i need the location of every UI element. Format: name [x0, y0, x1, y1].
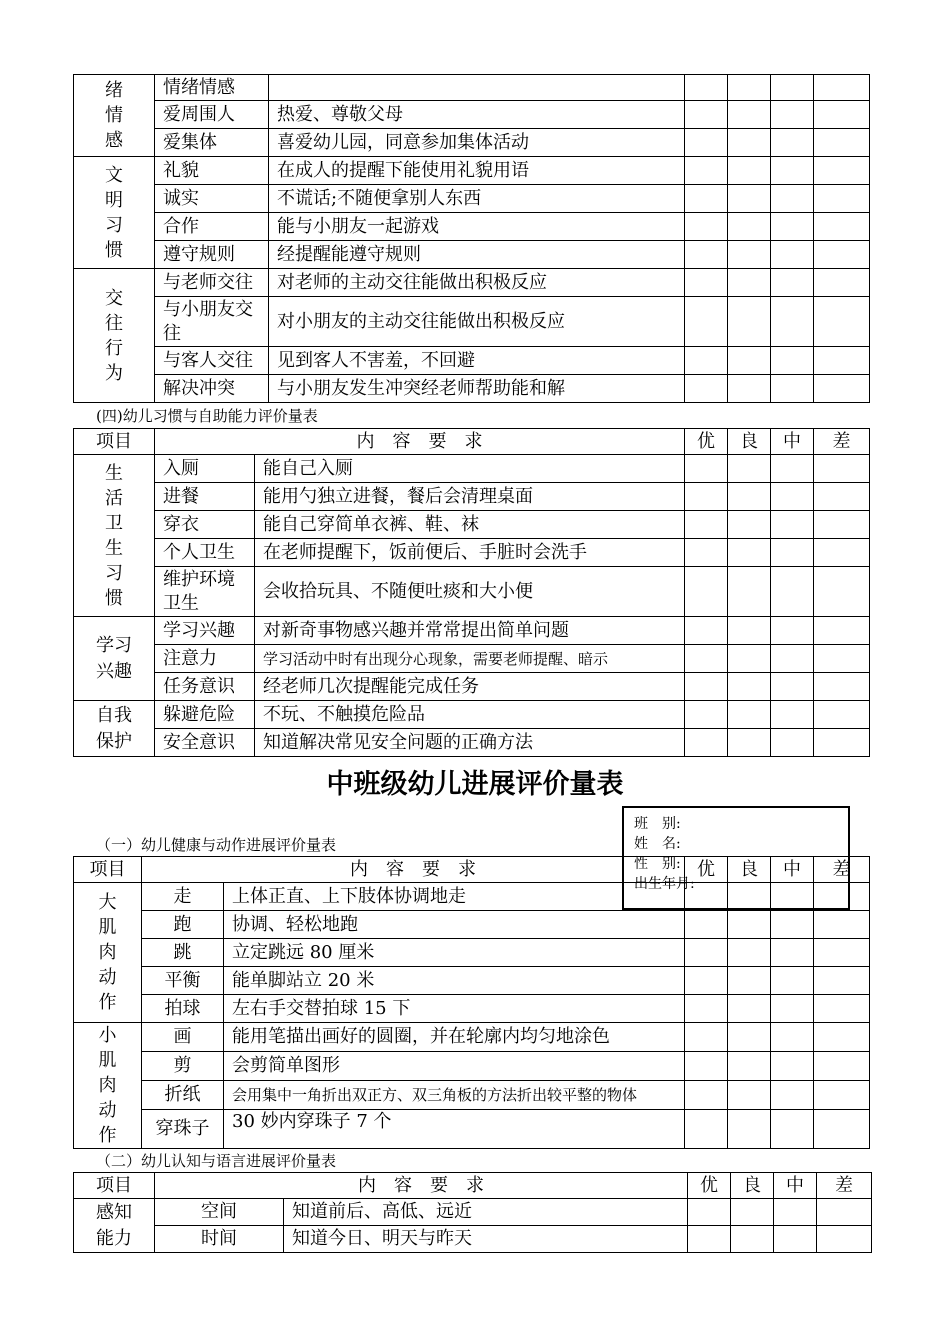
- content-cell: 协调、轻松地跑: [224, 911, 685, 939]
- item-cell: 躲避危险: [155, 701, 255, 729]
- item-cell: 空间: [155, 1199, 284, 1226]
- header-good: 良: [728, 429, 771, 455]
- category-interaction: 交 往 行 为: [74, 269, 155, 403]
- content-cell: 知道解决常见安全问题的正确方法: [255, 729, 685, 757]
- content-cell: 对小朋友的主动交往能做出积极反应: [269, 297, 685, 347]
- item-cell: 诚实: [155, 185, 269, 213]
- category-self-protection: 自我 保护: [74, 701, 155, 757]
- header-content: 内 容 要 求: [155, 1173, 688, 1199]
- content-cell: 对新奇事物感兴趣并常常提出简单问题: [255, 617, 685, 645]
- self-help-table: [73, 428, 870, 757]
- header-content: 内 容 要 求: [142, 857, 685, 883]
- item-cell: 礼貌: [155, 157, 269, 185]
- header-poor: 差: [814, 429, 870, 455]
- header-excellent: 优: [685, 429, 728, 455]
- item-cell: 个人卫生: [155, 539, 255, 567]
- content-cell: 会用集中一角折出双正方、双三角板的方法折出较平整的物体: [224, 1080, 685, 1109]
- section1-caption: （一）幼儿健康与动作进展评价量表: [96, 836, 337, 854]
- section2-caption: （二）幼儿认知与语言进展评价量表: [96, 1152, 337, 1170]
- category-learning-interest: 学习 兴趣: [74, 617, 155, 701]
- content-cell: 能用勺独立进餐，餐后会清理桌面: [255, 483, 685, 511]
- header-good: 良: [731, 1173, 774, 1199]
- content-cell: 经老师几次提醒能完成任务: [255, 673, 685, 701]
- content-cell: 不谎话;不随便拿别人东西: [269, 185, 685, 213]
- content-cell: 对老师的主动交往能做出积极反应: [269, 269, 685, 297]
- content-cell: [269, 75, 685, 101]
- content-cell: 能自己穿简单衣裤、鞋、袜: [255, 511, 685, 539]
- category-emotion: 绪 情 感: [74, 75, 155, 157]
- item-cell: 穿珠子: [142, 1109, 224, 1148]
- header-poor: 差: [814, 857, 870, 883]
- page-title: 中班级幼儿进展评价量表: [326, 769, 624, 800]
- header-good: 良: [728, 857, 771, 883]
- content-cell: 热爱、尊敬父母: [269, 101, 685, 129]
- header-item: 项目: [74, 857, 142, 883]
- category-manners: 文 明 习 惯: [74, 157, 155, 269]
- content-cell: 经提醒能遵守规则: [269, 241, 685, 269]
- content-cell: 知道前后、高低、远近: [284, 1199, 688, 1226]
- class-label: 班 别:: [634, 816, 681, 832]
- item-cell: 注意力: [155, 645, 255, 673]
- item-cell: 跑: [142, 911, 224, 939]
- header-poor: 差: [817, 1173, 872, 1199]
- header-excellent: 优: [688, 1173, 731, 1199]
- content-cell: 会剪简单图形: [224, 1051, 685, 1080]
- item-cell: 安全意识: [155, 729, 255, 757]
- section4-caption: (四)幼儿习惯与自助能力评价量表: [96, 407, 318, 425]
- content-cell: 立定跳远 80 厘米: [224, 939, 685, 967]
- name-label: 姓 名:: [634, 836, 681, 852]
- cognition-language-table: [73, 1172, 872, 1253]
- header-average: 中: [771, 857, 814, 883]
- item-cell: 学习兴趣: [155, 617, 255, 645]
- item-cell: 遵守规则: [155, 241, 269, 269]
- category-hygiene: 生 活 卫 生 习 惯: [74, 455, 155, 617]
- content-cell: 知道今日、明天与昨天: [284, 1226, 688, 1253]
- content-cell: 见到客人不害羞，不回避: [269, 347, 685, 375]
- item-cell: 剪: [142, 1051, 224, 1080]
- item-cell: 合作: [155, 213, 269, 241]
- header-average: 中: [771, 429, 814, 455]
- item-cell: 时间: [155, 1226, 284, 1253]
- header-average: 中: [774, 1173, 817, 1199]
- header-content: 内 容 要 求: [155, 429, 685, 455]
- content-cell: 上体正直、上下肢体协调地走: [224, 883, 685, 911]
- student-info-box: [622, 806, 850, 910]
- content-cell: 不玩、不触摸危险品: [255, 701, 685, 729]
- content-cell: 学习活动中时有出现分心现象，需要老师提醒、暗示: [255, 645, 685, 673]
- item-cell: 爱周围人: [155, 101, 269, 129]
- content-cell: 能与小朋友一起游戏: [269, 213, 685, 241]
- item-cell: 画: [142, 1023, 224, 1052]
- item-cell: 解决冲突: [155, 375, 269, 403]
- item-cell: 爱集体: [155, 129, 269, 157]
- item-cell: 入厕: [155, 455, 255, 483]
- item-cell: 任务意识: [155, 673, 255, 701]
- content-cell: 能单脚站立 20 米: [224, 967, 685, 995]
- birth-label: 出生年月:: [634, 876, 695, 892]
- header-item: 项目: [74, 1173, 155, 1199]
- content-cell: 30 妙内穿珠子 7 个: [224, 1109, 685, 1148]
- content-cell: 与小朋友发生冲突经老师帮助能和解: [269, 375, 685, 403]
- category-gross-motor: 大 肌 肉 动 作: [74, 883, 142, 1023]
- content-cell: 会收拾玩具、不随便吐痰和大小便: [255, 567, 685, 617]
- item-cell: 情绪情感: [155, 75, 269, 101]
- item-cell: 折纸: [142, 1080, 224, 1109]
- item-cell: 穿衣: [155, 511, 255, 539]
- item-cell: 走: [142, 883, 224, 911]
- emotion-habits-table: [73, 74, 870, 403]
- item-cell: 进餐: [155, 483, 255, 511]
- item-cell: 与老师交往: [155, 269, 269, 297]
- content-cell: 能自己入厕: [255, 455, 685, 483]
- item-cell: 跳: [142, 939, 224, 967]
- header-excellent: 优: [685, 857, 728, 883]
- item-cell: 维护环境卫生: [155, 567, 255, 617]
- category-perception: 感知 能力: [74, 1199, 155, 1253]
- gender-label: 性 别:: [634, 856, 681, 872]
- item-cell: 与客人交往: [155, 347, 269, 375]
- content-cell: 在老师提醒下，饭前便后、手脏时会洗手: [255, 539, 685, 567]
- item-cell: 拍球: [142, 995, 224, 1023]
- category-fine-motor: 小 肌 肉 动 作: [74, 1023, 142, 1149]
- content-cell: 能用笔描出画好的圆圈，并在轮廓内均匀地涂色: [224, 1023, 685, 1052]
- item-cell: 与小朋友交往: [155, 297, 269, 347]
- header-item: 项目: [74, 429, 155, 455]
- item-cell: 平衡: [142, 967, 224, 995]
- content-cell: 喜爱幼儿园，同意参加集体活动: [269, 129, 685, 157]
- content-cell: 在成人的提醒下能使用礼貌用语: [269, 157, 685, 185]
- content-cell: 左右手交替拍球 15 下: [224, 995, 685, 1023]
